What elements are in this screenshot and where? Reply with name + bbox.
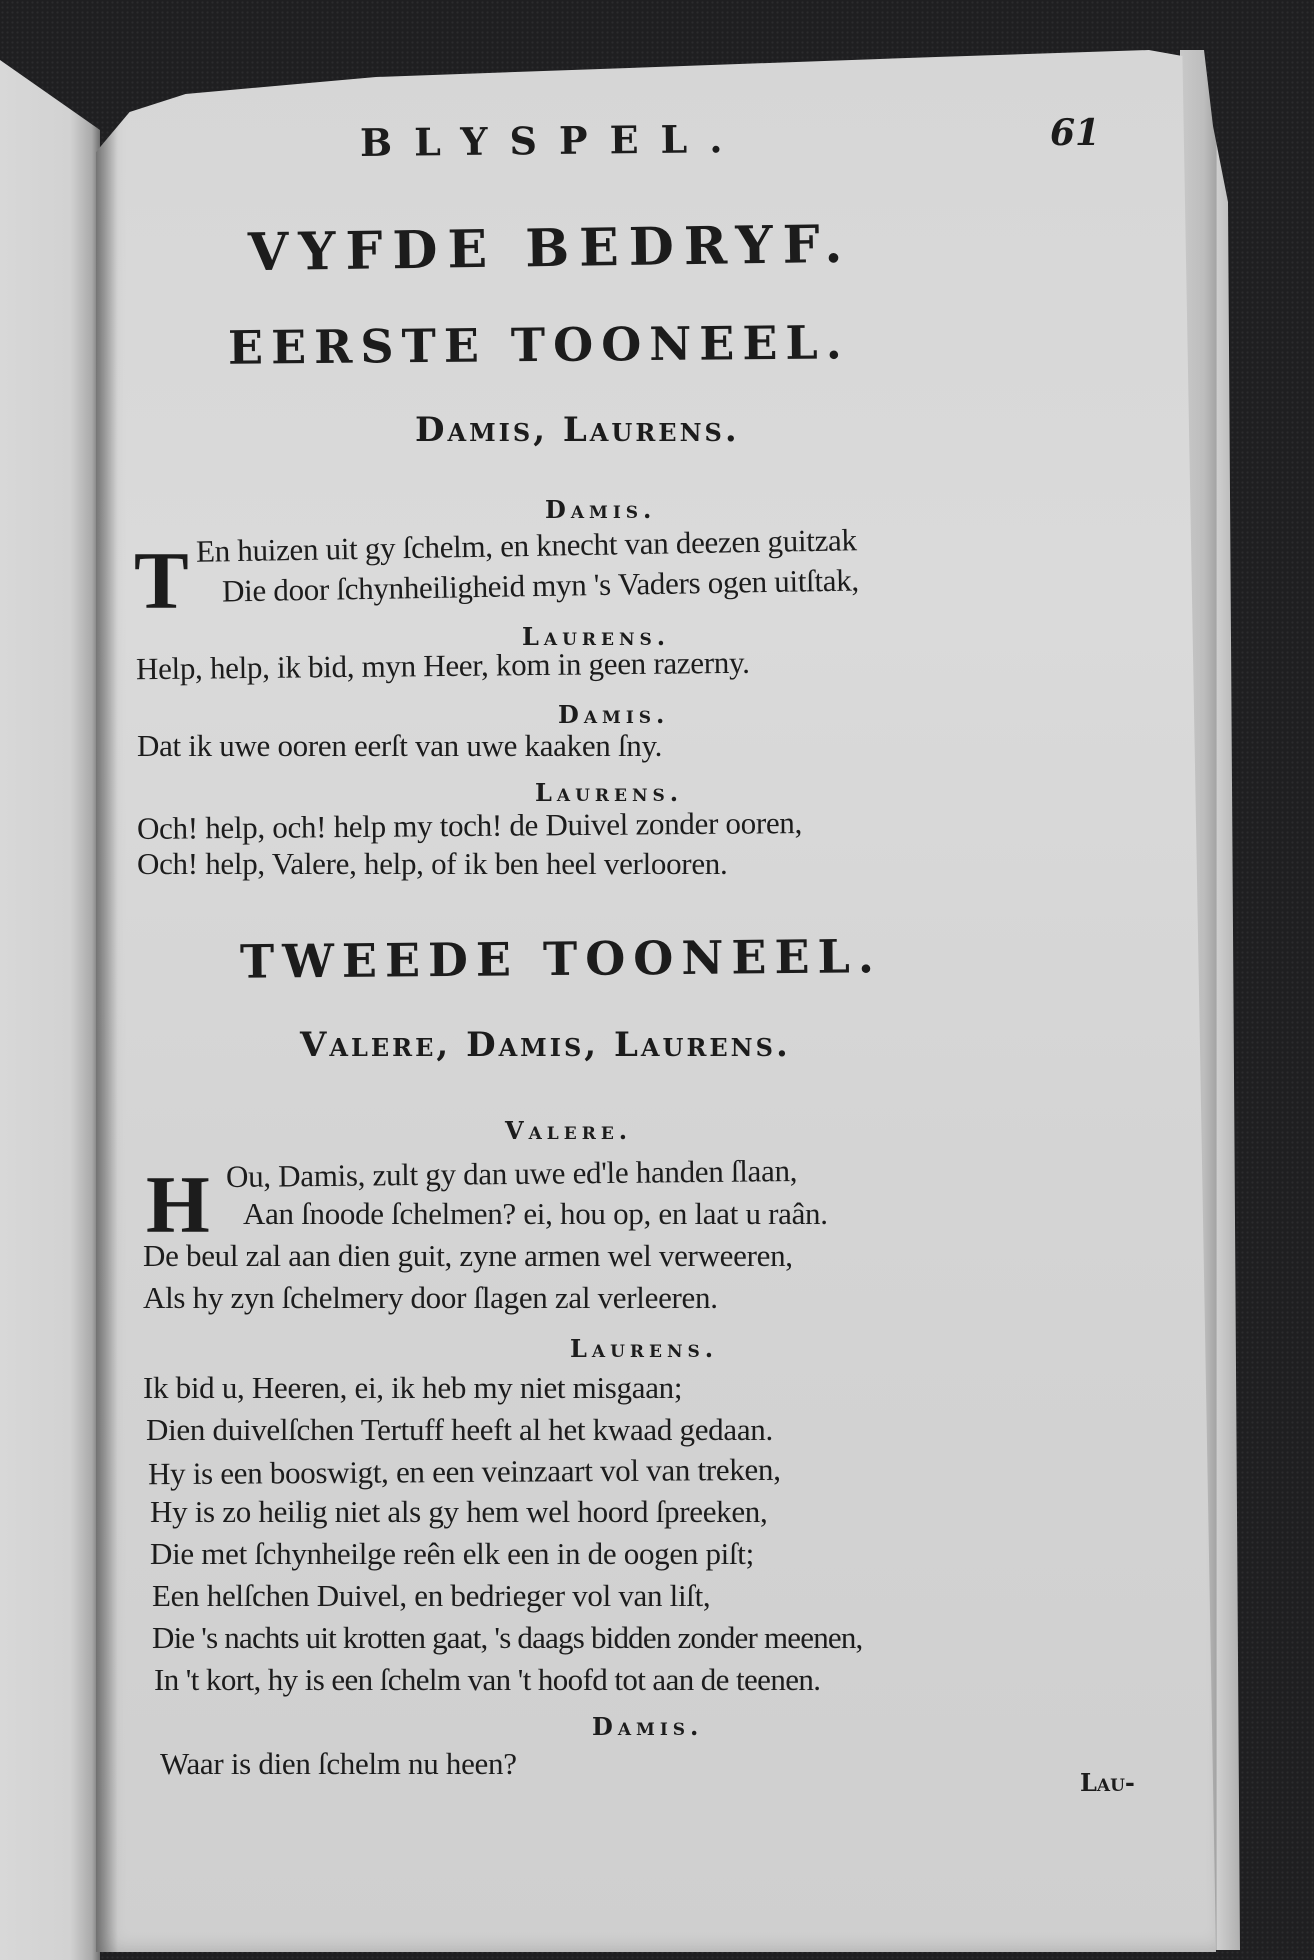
verse-line: In 't kort, hy is een ſchelm van 't hoofd tot aan de teenen.: [154, 1662, 821, 1697]
cast-list-2: Valere, Damis, Laurens.: [300, 1025, 791, 1065]
page-number: 61: [1050, 112, 1101, 154]
verse-line: De beul zal aan dien guit, zyne armen wel verweeren,: [143, 1238, 793, 1273]
verse-line: Een helſchen Duivel, en bedrieger vol van liſt,: [152, 1578, 711, 1613]
verse-line: Aan ſnoode ſchelmen? ei, hou op, en laat u raân.: [243, 1196, 828, 1231]
drop-cap: T: [134, 535, 189, 626]
scene-title-1: EERSTE TOONEEL.: [227, 315, 851, 375]
verse-line: Dat ik uwe ooren eerſt van uwe kaaken ſny.: [137, 728, 663, 763]
scene-title-2: TWEEDE TOONEEL.: [239, 929, 883, 989]
act-title: VYFDE BEDRYF.: [247, 213, 853, 284]
running-head: BLYSPEL.: [359, 115, 745, 166]
speaker-label: Damis.: [545, 495, 657, 524]
verse-line: Och! help, Valere, help, of ik ben heel verlooren.: [137, 846, 728, 881]
verse-line: Die met ſchynheilge reên elk een in de oogen piſt;: [150, 1536, 754, 1571]
verse-line: Dien duivelſchen Tertuff heeft al het kwaad gedaan.: [146, 1412, 773, 1447]
verse-line: Als hy zyn ſchelmery door ſlagen zal verleeren.: [143, 1280, 718, 1315]
verse-line: En huizen uit gy ſchelm, en knecht van deezen guitzak: [195, 522, 857, 569]
speaker-label: Valere.: [505, 1116, 633, 1145]
speaker-label: Laurens.: [535, 778, 684, 807]
verse-line: Och! help, och! help my toch! de Duivel zonder ooren,: [136, 805, 803, 846]
verse-line: Hy is zo heilig niet als gy hem wel hoord ſpreeken,: [150, 1494, 768, 1529]
verse-line: Help, help, ik bid, myn Heer, kom in geen razerny.: [135, 644, 750, 687]
speaker-label: Laurens.: [522, 622, 671, 651]
verse-line: Waar is dien ſchelm nu heen?: [160, 1746, 517, 1781]
verse-line: Die door ſchynheiligheid myn 's Vaders ogen uitſtak,: [221, 562, 860, 609]
verse-line: Ou, Damis, zult gy dan uwe ed'le handen ſlaan,: [225, 1153, 798, 1194]
speaker-label: Damis.: [592, 1712, 704, 1741]
catchword: Lau-: [1080, 1768, 1135, 1797]
verse-line: Die 's nachts uit krotten gaat, 's daags bidden zonder meenen,: [152, 1620, 863, 1655]
verse-line: Hy is een booswigt, en een veinzaart vol van treken,: [147, 1451, 781, 1492]
facing-page-edge: [0, 60, 100, 1960]
cast-list-1: Damis, Laurens.: [415, 410, 740, 450]
speaker-label: Damis.: [558, 700, 670, 729]
verse-line: Ik bid u, Heeren, ei, ik heb my niet misgaan;: [143, 1370, 683, 1405]
drop-cap: H: [146, 1159, 210, 1250]
speaker-label: Laurens.: [570, 1334, 719, 1363]
